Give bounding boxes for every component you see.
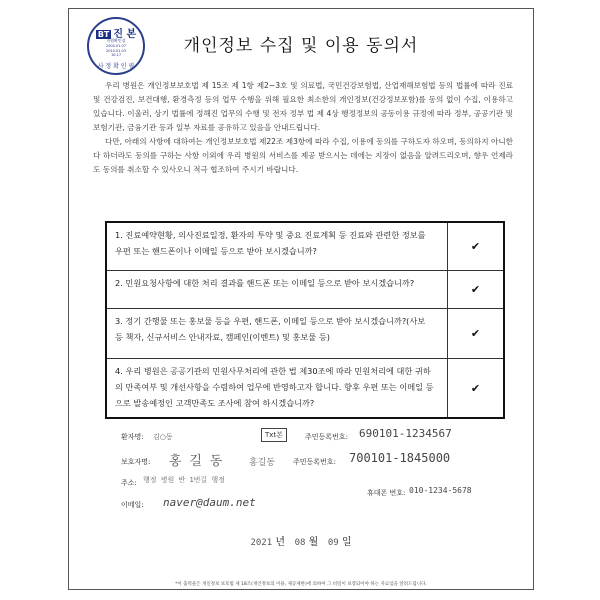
consent-item-text: 3. 정기 간행물 또는 홍보물 등을 우편, 핸드폰, 이메일 등으로 받아 보시겠습니까?(사보 등 책자, 신규서비스 안내자료, 캠페인(이벤트) 및 홍보물 등) — [115, 316, 426, 342]
seal-line: 2010.01.03 — [105, 48, 127, 53]
guardian-name-value[interactable]: 홍 길 동 — [169, 454, 223, 469]
consent-item-3 — [107, 309, 503, 359]
date-month[interactable]: 08 — [294, 538, 306, 548]
seal-footer: 사 정 확 인 필 — [97, 63, 135, 70]
phone-value[interactable]: 010-1234-5678 — [409, 486, 472, 495]
date-year[interactable]: 2021 — [250, 538, 273, 548]
intro-paragraph-2: 다만, 아래의 사항에 대하여는 개인정보보호법 제22조 제3항에 따라 수집, 이용에 동의를 구하도자 하오며, 동의하지 아니한다 하더라도 동의를 구하는 사항 이외에 우리 병원의 서비스를 제공 받으시는 데에는 지장이 없음을 알려드리오며, 향우 언제라도 동의를 취소할 수 있사오니 적극 협조하여 주시기 바랍니다. — [93, 137, 513, 174]
guardian-label: 보호자명: — [121, 458, 151, 466]
footer-note: *이 출력물은 개인정보 보호법 제 18조(개인정보의 이용, 제공제한)에 의하여 그 비밀이 보장되어야 하는 자료임을 알려드립니다. — [175, 582, 427, 587]
consent-item-1 — [107, 223, 503, 271]
date-month-unit: 월 — [308, 537, 319, 548]
intro-text — [93, 79, 513, 177]
seal-line: 2000.01.07 — [105, 44, 127, 48]
email-value[interactable]: naver@daum.net — [163, 496, 256, 509]
patient-label: 환자명: — [121, 433, 144, 441]
date-day-unit: 일 — [341, 537, 352, 548]
consent-checkmark[interactable]: ✔ — [447, 223, 503, 270]
id-number-label-2: 주민등록번호: — [293, 458, 336, 466]
patient-name-value[interactable]: 김○동 — [153, 433, 173, 441]
consent-items-table — [105, 221, 505, 419]
guardian-signature: 홍길동 — [249, 458, 276, 468]
consent-item-text: 2. 민원요청사항에 대한 처리 결과를 핸드폰 또는 이메일 등으로 받아 보시겠습니까? — [115, 278, 415, 288]
intro-paragraph-1: 우리 병원은 개인정보보호법 제 15조 제 1항 제2~3호 및 의료법, 국민건강보험법, 산업재해보험법 등의 법률에 따라 진료 및 건강검진, 보건대행, 환경측정 등의 업무 수행을 위해 필요한 최소한의 개인정보(건강정보포함)를 동의 없이 수집, 이용하고 있습니다. 이울러, 상기 법률에 정해진 업무의 수행 및 전자 정부 법 제 4상 행정정보의 공동이용 규정에 따라 정부, 공공기관 및 보험기관, 금융기관 등과 일부 자료를 공유하고 있음을 안내드립니다. — [93, 81, 513, 132]
id-number-value-1[interactable]: 690101-1234567 — [359, 427, 452, 440]
seal-brand: BT — [97, 30, 110, 39]
seal-line: 10:17 — [110, 53, 122, 57]
date-day[interactable]: 09 — [327, 538, 339, 548]
phone-label: 휴대폰 번호: — [367, 489, 406, 497]
consent-item-text: 1. 진료예약현황, 의사진료일정, 환자의 투약 및 중요 진료계획 등 진료와 관련한 정보를 우편 또는 핸드폰이나 이메일 등으로 받아 보시겠습니까? — [115, 230, 426, 256]
consent-item-2 — [107, 271, 503, 309]
seal-sub: 지원확인실 — [106, 38, 126, 43]
id-number-value-2[interactable]: 700101-1845000 — [349, 451, 451, 465]
consent-item-4 — [107, 359, 503, 417]
consent-checkmark[interactable]: ✔ — [447, 359, 503, 417]
consent-checkmark[interactable]: ✔ — [447, 309, 503, 358]
document-title: 개인정보 수집 및 이용 동의서 — [183, 36, 419, 56]
id-number-label-1: 주민등록번호: — [305, 433, 348, 441]
date-year-unit: 년 — [275, 537, 286, 548]
consent-checkmark[interactable]: ✔ — [447, 271, 503, 308]
address-value[interactable]: 행정 병원 반 1번길 행정 — [143, 476, 225, 484]
signature-date — [69, 533, 533, 548]
consent-form-page — [68, 8, 534, 590]
address-label: 주소: — [121, 479, 137, 487]
seal-name: 진 본 — [113, 29, 137, 40]
email-label: 이메일: — [121, 501, 144, 509]
relation-box: Txt본 — [261, 428, 287, 442]
consent-item-text: 4. 우리 병원은 공공기관의 민원사무처리에 관한 법 제30조에 따라 민원처리에 대한 귀하의 만족여부 및 개선사항을 수렴하여 업무에 반영하고자 합니다. 향후 우편 또는 이메일 등으로 발송예정인 고객만족도 조사에 참여 하시겠습니까? — [115, 366, 434, 408]
